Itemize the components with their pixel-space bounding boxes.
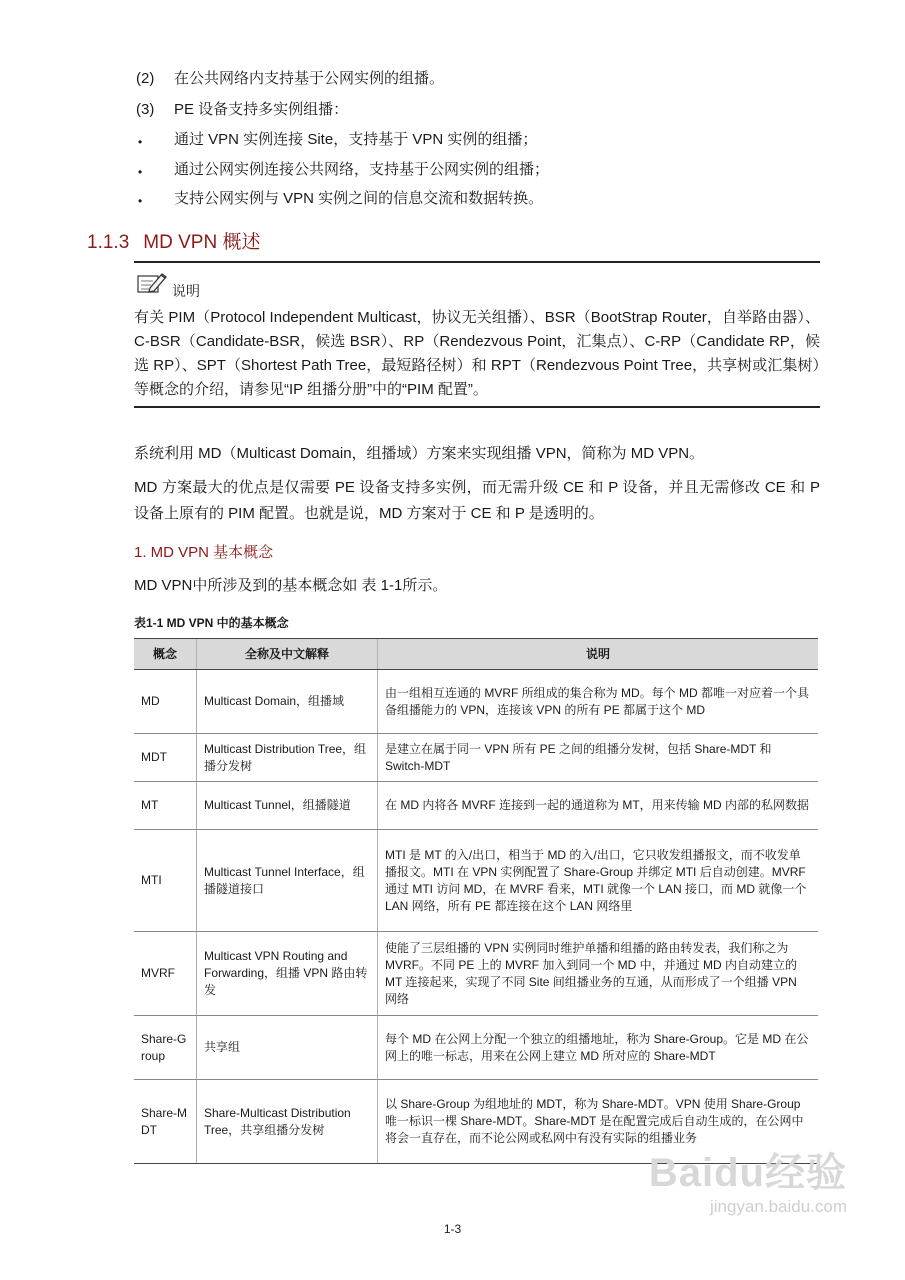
table-row: [134, 1016, 818, 1080]
bullet-icon: •: [138, 194, 143, 208]
cell-description: 使能了三层组播的 VPN 实例同时维护单播和组播的路由转发表，我们称之为 MVRF。不同 PE 上的 MVRF 加入到同一个 MD 中，并通过 MD 内自动建立的 MT 连接起来，实现了不同 Site 间组播业务的互通，从而形成了一个组播 VPN 网络: [378, 932, 819, 1016]
cell-concept: MVRF: [134, 932, 197, 1016]
cell-description: 每个 MD 在公网上分配一个独立的组播地址，称为 Share-Group。它是 MD 在公网上的唯一标志，用来在公网上建立 MD 所对应的 Share-MDT: [378, 1016, 819, 1080]
concepts-table: [134, 638, 818, 1164]
pencil-note-icon: [136, 270, 168, 301]
bullet-item-2: 通过公网实例连接公共网络，支持基于公网实例的组播；: [174, 161, 550, 178]
list-marker-2: (2): [136, 70, 155, 87]
list-item-3-text: PE 设备支持多实例组播：: [174, 101, 349, 118]
cell-full-name: Multicast Distribution Tree，组播分发树: [197, 734, 378, 782]
cell-concept: Share-MDT: [134, 1080, 197, 1164]
note-top-rule: [134, 261, 820, 263]
cell-full-name: Multicast Tunnel Interface，组播隧道接口: [197, 830, 378, 932]
cell-description: 是建立在属于同一 VPN 所有 PE 之间的组播分发树，包括 Share-MDT 和 Switch-MDT: [378, 734, 819, 782]
bullet-icon: •: [138, 165, 143, 179]
cell-concept: Share-Group: [134, 1016, 197, 1080]
section-number: 1.1.3: [87, 232, 130, 253]
cell-full-name: Share-Multicast Distribution Tree，共享组播分发树: [197, 1080, 378, 1164]
cell-full-name: Multicast VPN Routing and Forwarding，组播 VPN 路由转发: [197, 932, 378, 1016]
table-row: [134, 782, 818, 830]
baidu-watermark: [649, 1150, 847, 1218]
bullet-item-1: 通过 VPN 实例连接 Site，支持基于 VPN 实例的组播；: [174, 131, 538, 148]
cell-concept: MDT: [134, 734, 197, 782]
section-title: MD VPN 概述: [143, 232, 261, 253]
table-header-row: [134, 639, 818, 670]
watermark-url: jingyan.baidu.com: [709, 1197, 847, 1216]
table-row: [134, 734, 818, 782]
bullet-icon: •: [138, 135, 143, 149]
table-caption: 表1-1 MD VPN 中的基本概念: [134, 616, 289, 630]
table-row: [134, 932, 818, 1016]
header-full-name: 全称及中文解释: [197, 639, 378, 670]
note-body: 有关 PIM（Protocol Independent Multicast，协议无关组播）、BSR（BootStrap Router，自举路由器）、C-BSR（Candidate-BSR，候选 BSR）、RP（Rendezvous Point，汇集点）、C-RP（Candidate RP，候选 RP）、SPT（Shortest Path Tree，最短路径树）和 RPT（Rendezvous Point Tree，共享树或汇集树）等概念的介绍，请参见“IP 组播分册”中的“PIM 配置”。: [134, 309, 820, 398]
note-bottom-rule: [134, 406, 820, 408]
list-marker-3: (3): [136, 101, 155, 118]
cell-full-name: Multicast Tunnel，组播隧道: [197, 782, 378, 830]
table-intro: MD VPN中所涉及到的基本概念如 表 1-1所示。: [134, 577, 448, 594]
cell-concept: MTI: [134, 830, 197, 932]
header-concept: 概念: [134, 639, 197, 670]
note-title: 说明: [172, 283, 200, 299]
subsection-heading: 1. MD VPN 基本概念: [134, 544, 274, 561]
cell-full-name: 共享组: [197, 1016, 378, 1080]
cell-description: 在 MD 内将各 MVRF 连接到一起的通道称为 MT，用来传输 MD 内部的私网数据: [378, 782, 819, 830]
cell-concept: MD: [134, 670, 197, 734]
table-row: [134, 670, 818, 734]
cell-description: MTI 是 MT 的入/出口，相当于 MD 的入/出口，它只收发组播报文，而不收发单播报文。MTI 在 VPN 实例配置了 Share-Group 并绑定 MTI 后自动创建。MVRF 通过 MTI 访问 MD，在 MVRF 看来，MTI 就像一个 LAN 接口，而 MD 就像一个 LAN 网络，所有 PE 都连接在这个 LAN 网络里: [378, 830, 819, 932]
cell-full-name: Multicast Domain，组播域: [197, 670, 378, 734]
list-item-2-text: 在公共网络内支持基于公网实例的组播。: [174, 70, 445, 87]
cell-concept: MT: [134, 782, 197, 830]
bullet-item-3: 支持公网实例与 VPN 实例之间的信息交流和数据转换。: [174, 190, 544, 207]
cell-description: 以 Share-Group 为组地址的 MDT，称为 Share-MDT。VPN 使用 Share-Group 唯一标识一棵 Share-MDT。Share-MDT 是在配置完成后自动生成的，在公网中将会一直存在，而不论公网或私网中有没有实际的组播业务: [378, 1080, 819, 1164]
table-row: [134, 830, 818, 932]
watermark-logo: Baidu经验: [648, 1151, 847, 1195]
paragraph-md-advantage: MD 方案最大的优点是仅需要 PE 设备支持多实例，而无需升级 CE 和 P 设备，并且无需修改 CE 和 P 设备上原有的 PIM 配置。也就是说，MD 方案对于 CE 和 P 是透明的。: [134, 479, 820, 522]
header-description: 说明: [378, 639, 819, 670]
page-number: 1-3: [443, 1222, 462, 1236]
paragraph-md-intro: 系统利用 MD（Multicast Domain，组播域）方案来实现组播 VPN，简称为 MD VPN。: [134, 445, 705, 462]
cell-description: 由一组相互连通的 MVRF 所组成的集合称为 MD。每个 MD 都唯一对应着一个具备组播能力的 VPN，连接该 VPN 的所有 PE 都属于这个 MD: [378, 670, 819, 734]
section-heading: [87, 227, 260, 254]
